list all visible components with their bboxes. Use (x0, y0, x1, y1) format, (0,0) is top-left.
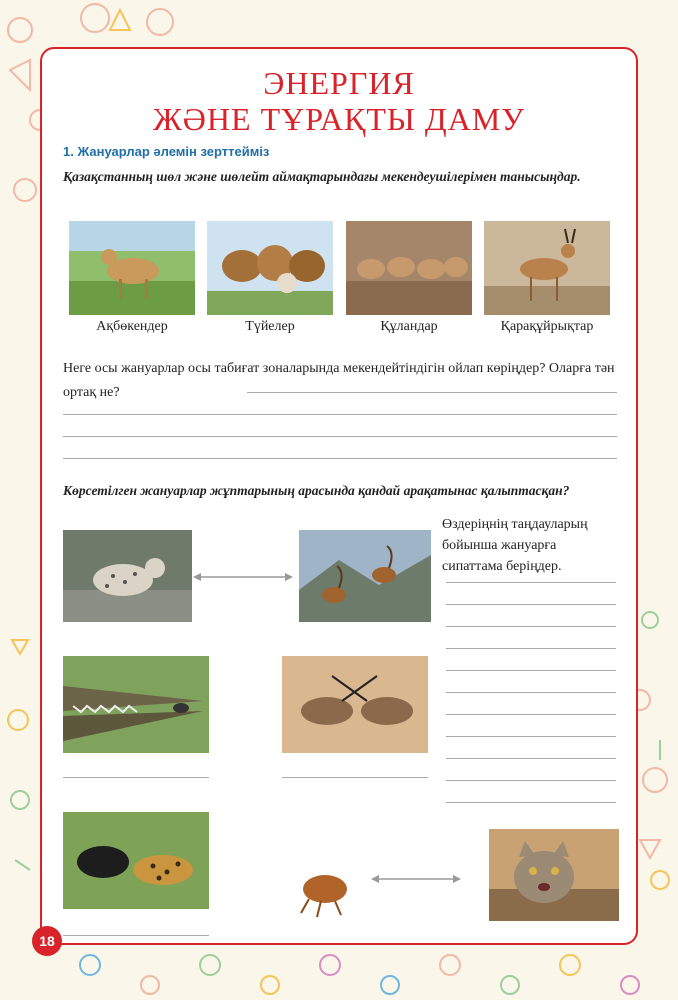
instruction-1: Қазақстанның шөл және шөлейт аймақтарындағы мекендеушілерімен танысыңдар. (63, 169, 581, 184)
oryx-fight-photo (282, 656, 428, 753)
description-line[interactable] (446, 582, 616, 583)
description-line[interactable] (446, 670, 616, 671)
answer-line[interactable] (63, 935, 209, 936)
section-heading: 1. Жануарлар әлемін зерттейміз (63, 144, 270, 159)
ibex-photo (299, 530, 431, 622)
description-line[interactable] (446, 758, 616, 759)
description-line[interactable] (446, 780, 616, 781)
question-text: Неге осы жануарлар осы табиғат зоналарында мекендейтіндігін ойлап көріңдер? Оларға тән ортақ не? (63, 361, 615, 400)
answer-line[interactable] (63, 777, 209, 778)
description-line[interactable] (446, 736, 616, 737)
answer-line[interactable] (63, 458, 617, 459)
description-line[interactable] (446, 648, 616, 649)
kulans-photo (346, 221, 472, 315)
page-title-line2: ЖӘНЕ ТҰРАҚТЫ ДАМУ (153, 101, 525, 137)
panther-jaguar-photo (63, 812, 209, 909)
side-instruction: Өздеріңнің таңдауларың бойынша жануарға сипаттама беріңдер. (442, 517, 588, 574)
cat-photo (489, 829, 619, 921)
caption-camels: Түйелер (245, 319, 295, 334)
caption-saiga: Ақбөкендер (96, 319, 168, 334)
instruction-2: Көрсетілген жануарлар жұптарының арасында қандай арақатынас қалыптасқан? (63, 483, 570, 498)
description-line[interactable] (446, 692, 616, 693)
caption-kulans: Құландар (380, 319, 438, 334)
flea-photo (285, 861, 365, 921)
description-line[interactable] (446, 604, 616, 605)
description-line[interactable] (446, 802, 616, 803)
crocodile-photo (63, 656, 209, 753)
answer-line[interactable] (63, 414, 617, 415)
gazelle-photo (484, 221, 610, 315)
double-arrow-icon (369, 873, 463, 885)
answer-line[interactable] (63, 436, 617, 437)
double-arrow-icon (191, 571, 295, 583)
description-line[interactable] (446, 626, 616, 627)
caption-gazelles: Қарақұйрықтар (500, 319, 594, 334)
worksheet-card (40, 47, 638, 945)
bottom-doodle-row (0, 948, 678, 1000)
answer-line[interactable] (282, 777, 428, 778)
camels-photo (207, 221, 333, 315)
answer-line[interactable] (247, 392, 617, 393)
snow-leopard-photo (63, 530, 192, 622)
description-line[interactable] (446, 714, 616, 715)
page-title-line1: ЭНЕРГИЯ (263, 65, 415, 101)
page-number-badge: 18 (32, 926, 62, 956)
saiga-photo (69, 221, 195, 315)
